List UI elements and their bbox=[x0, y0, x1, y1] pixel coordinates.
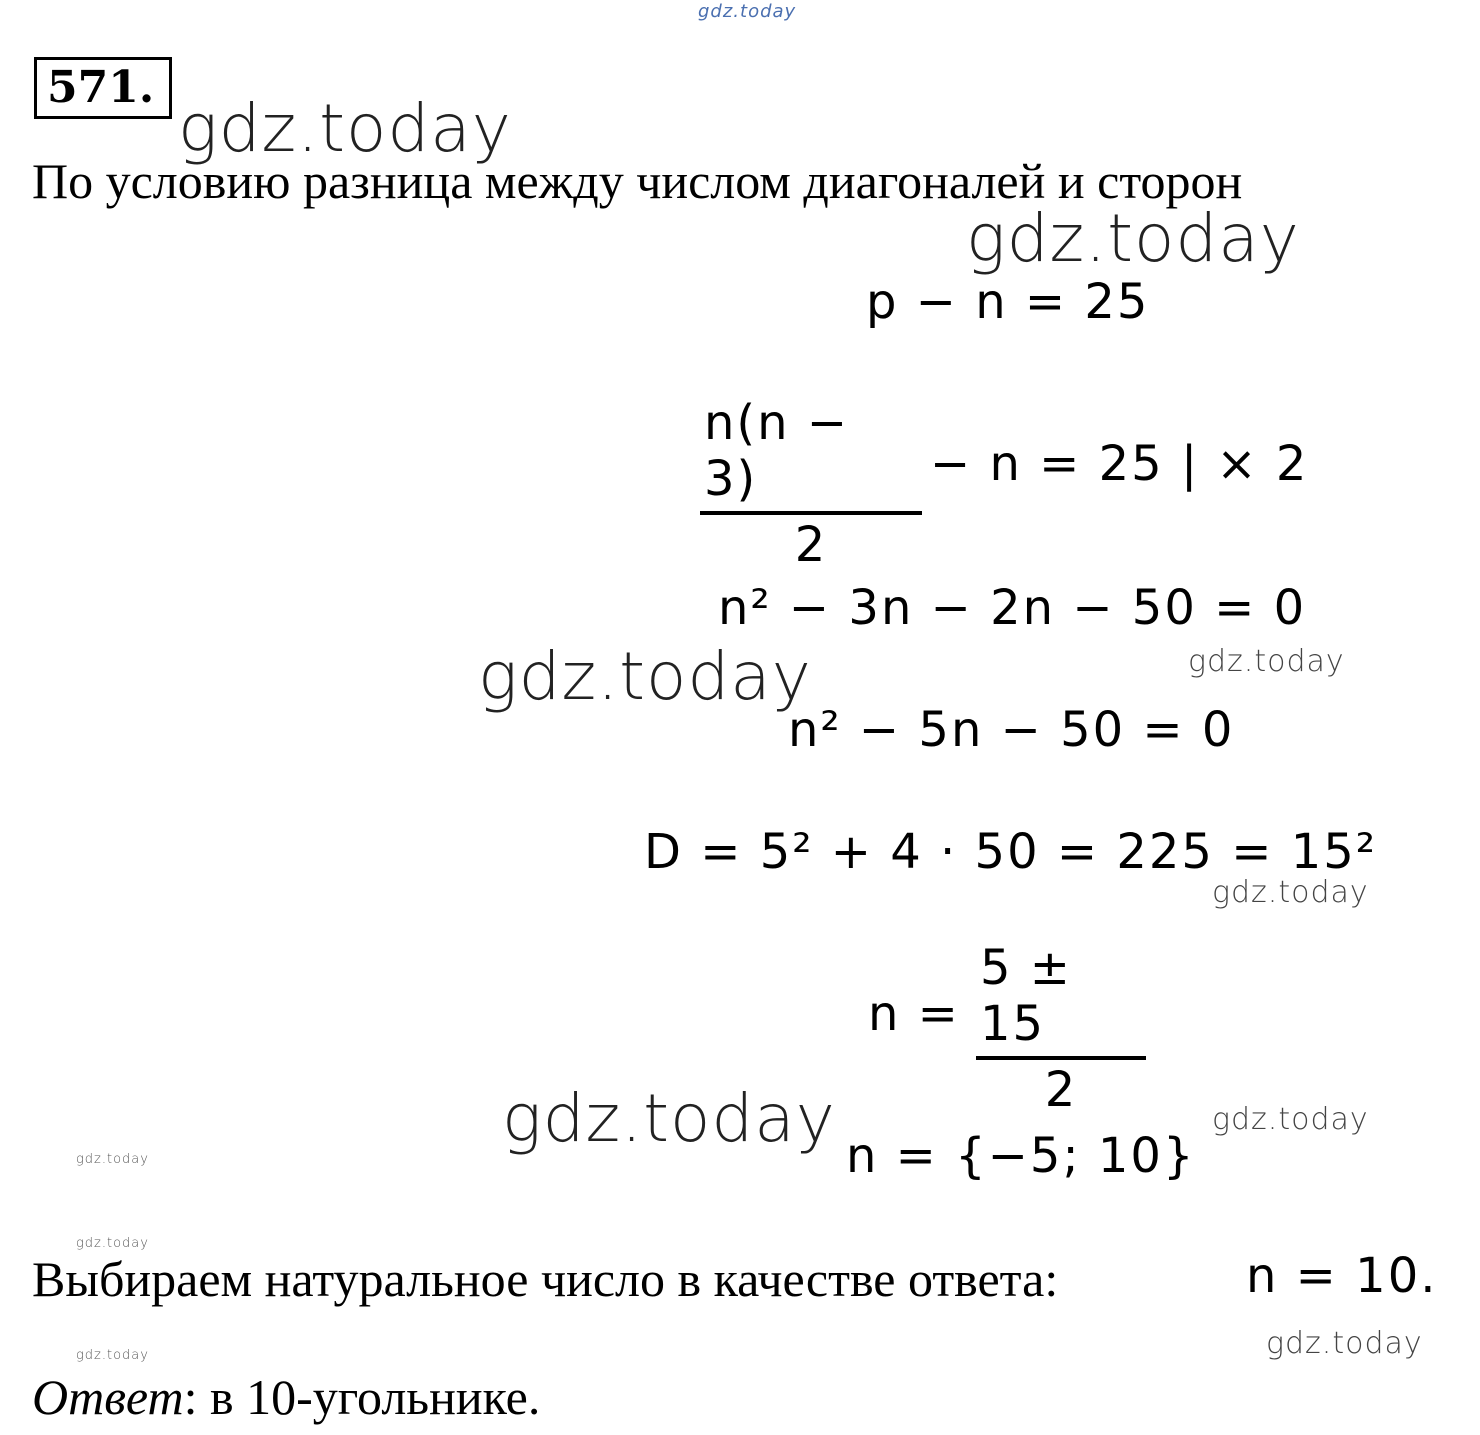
equation-2-rest: − n = 25 | × 2 bbox=[930, 436, 1309, 492]
equation-1: p − n = 25 bbox=[866, 274, 1150, 330]
answer-label: Ответ bbox=[32, 1369, 184, 1425]
choice-value: n = 10. bbox=[1246, 1248, 1438, 1304]
watermark-medium: gdz.today bbox=[1266, 1326, 1423, 1361]
watermark-medium: gdz.today bbox=[1212, 1102, 1369, 1137]
problem-number: 571. bbox=[34, 57, 172, 119]
equation-6-denominator: 2 bbox=[1044, 1062, 1078, 1118]
equation-2-numerator: n(n − 3) bbox=[704, 395, 850, 507]
watermark-large: gdz.today bbox=[478, 638, 812, 715]
equation-2-fraction bbox=[700, 395, 922, 573]
watermark-small: gdz.today bbox=[76, 1348, 149, 1363]
watermark-large: gdz.today bbox=[502, 1080, 836, 1157]
equation-6-numerator: 5 ± 15 bbox=[980, 940, 1073, 1052]
equation-5: D = 5² + 4 · 50 = 225 = 15² bbox=[644, 824, 1378, 880]
intro-text: По условию разница между числом диагоналей и сторон bbox=[32, 153, 1243, 209]
watermark-top: gdz.today bbox=[698, 1, 797, 22]
answer-text: : в 10-угольнике. bbox=[183, 1369, 541, 1425]
watermark-large: gdz.today bbox=[966, 200, 1300, 277]
equation-6-fraction bbox=[976, 940, 1146, 1118]
equation-2-denominator: 2 bbox=[794, 517, 828, 573]
answer-line bbox=[32, 1368, 540, 1426]
watermark-large: gdz.today bbox=[178, 90, 512, 167]
choice-text: Выбираем натуральное число в качестве ответа: bbox=[32, 1251, 1059, 1307]
equation-3: n² − 3n − 2n − 50 = 0 bbox=[718, 580, 1307, 636]
equation-6-lhs: n = bbox=[868, 986, 960, 1042]
equation-4: n² − 5n − 50 = 0 bbox=[788, 702, 1235, 758]
watermark-medium: gdz.today bbox=[1188, 644, 1345, 679]
watermark-small: gdz.today bbox=[76, 1236, 149, 1251]
watermark-medium: gdz.today bbox=[1212, 875, 1369, 910]
watermark-small: gdz.today bbox=[76, 1152, 149, 1167]
equation-7: n = {−5; 10} bbox=[846, 1128, 1196, 1184]
